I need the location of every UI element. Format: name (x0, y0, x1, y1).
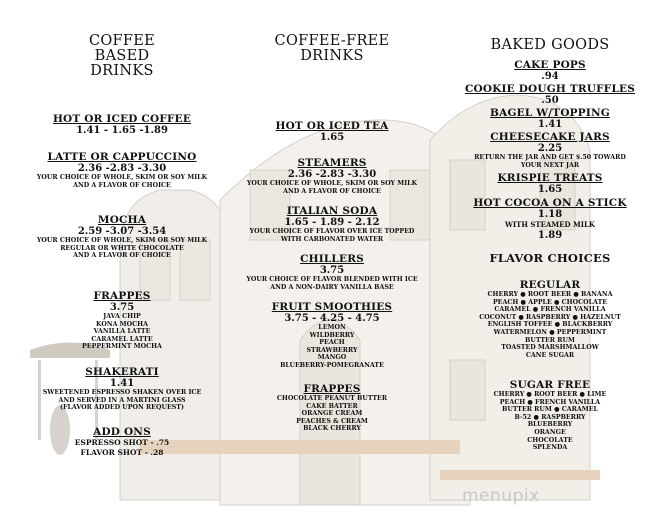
krispie-item (450, 173, 650, 195)
item-title: COOKIE DOUGH TRUFFLES (464, 83, 636, 95)
item-desc: YOUR CHOICE OF WHOLE, SKIM OR SOY MILK (36, 237, 208, 244)
item-title: STEAMERS (297, 157, 367, 169)
item-price: 3.75 - 4.25 - 4.75 (284, 313, 380, 324)
item-price: 2.25 (537, 143, 563, 154)
cake-pops-item (450, 60, 650, 82)
item-title: FRAPPES (93, 290, 151, 302)
list-item: PEPPERMINT MOCHA (82, 343, 162, 351)
item-desc: AND A FLAVOR OF CHOICE (283, 187, 381, 195)
item-price: 1.41 - 1.65 -1.89 (76, 125, 168, 136)
item-title: CHEESECAKE JARS (490, 131, 610, 143)
chillers-item (232, 254, 432, 291)
coffee-heading-line-2: BASED (94, 48, 150, 64)
item-desc: YOUR CHOICE OF WHOLE, SKIM OR SOY MILK (36, 174, 208, 181)
list-item: BLUEBERRY-POMEGRANATE (280, 361, 384, 369)
italian-soda-item (232, 206, 432, 243)
mocha-item (22, 215, 222, 260)
item-desc: YOUR CHOICE OF WHOLE, SKIM OR SOY MILK (246, 180, 418, 187)
item-price: 1.65 (537, 184, 563, 195)
add-ons-item (22, 427, 222, 458)
list-item: COCONUT ● RASPBERRY ● HAZELNUT (479, 313, 621, 321)
regular-flavors (450, 280, 650, 359)
list-item: ORANGE CREAM (301, 410, 363, 418)
frappes-free-item (232, 384, 432, 433)
list-item: MANGO (317, 354, 347, 362)
hot-iced-tea-item (232, 121, 432, 143)
item-desc: REGULAR OR WHITE CHOCOLATE (60, 244, 184, 252)
item-desc: AND SERVED IN A MARTINI GLASS (58, 396, 186, 404)
flavor-choices-heading (450, 253, 650, 264)
item-desc: AND A NON-DAIRY VANILLA BASE (270, 283, 394, 291)
list-item: CAKE BATTER (306, 402, 358, 410)
coffee-free-heading-line-1: COFFEE-FREE (274, 33, 390, 49)
list-item: B-52 ● RASPBERRY (514, 413, 586, 421)
flavor-choices-heading-text: FLAVOR CHOICES (489, 251, 611, 265)
list-item: BUTTER RUM (525, 336, 575, 344)
item-desc: YOUR CHOICE OF FLAVOR OVER ICE TOPPED (249, 228, 415, 235)
item-title: CAKE POPS (514, 59, 586, 71)
list-item: STRAWBERRY (306, 346, 358, 354)
cheesecake-item (450, 132, 650, 169)
sugar-free-heading: SUGAR FREE (509, 379, 591, 391)
item-title: FRAPPES (303, 383, 361, 395)
bagel-item (450, 108, 650, 130)
list-item: CHOCOLATE (527, 436, 573, 444)
item-title: ADD ONS (93, 426, 151, 438)
item-price: 1.18 (537, 209, 563, 220)
list-item: FLAVOR SHOT - .28 (80, 448, 164, 457)
item-price: 3.75 (109, 302, 135, 313)
item-price: 1.65 - 1.89 - 2.12 (284, 217, 380, 228)
list-item: PEACH ● APPLE ● CHOCOLATE (492, 298, 608, 306)
item-desc: YOUR CHOICE OF FLAVOR BLENDED WITH ICE (246, 276, 418, 283)
item-title: BAGEL W/TOPPING (490, 107, 610, 119)
item-desc: AND A FLAVOR OF CHOICE (73, 181, 171, 189)
item-title: ITALIAN SODA (286, 205, 378, 217)
list-item: JAVA CHIP (103, 313, 141, 320)
list-item: ENGLISH TOFFEE ● BLACKBERRY (487, 321, 613, 329)
item-desc: YOUR NEXT JAR (520, 161, 580, 169)
item-desc: WITH STEAMED MILK (504, 220, 596, 229)
item-title: HOT COCOA ON A STICK (473, 197, 627, 209)
sugar-free-flavors (450, 380, 650, 452)
list-item: BUTTER RUM ● CARAMEL (502, 406, 598, 414)
list-item: CANE SUGAR (525, 351, 575, 359)
list-item: WILDBERRY (309, 331, 355, 339)
item-desc: AND A FLAVOR OF CHOICE (73, 252, 171, 260)
coffee-free-heading (232, 34, 432, 64)
latte-item (22, 152, 222, 189)
fruit-smoothies-item (232, 302, 432, 370)
item-desc: RETURN THE JAR AND GET $.50 TOWARD (474, 154, 626, 161)
item-price: 2.59 -3.07 -3.54 (77, 226, 167, 237)
list-item: CHERRY ● ROOT BEER ● LIME (493, 391, 607, 398)
list-item: KONA MOCHA (96, 320, 148, 328)
list-item: CHERRY ● ROOT BEER ● BANANA (487, 291, 613, 298)
menupix-watermark: menupix (462, 486, 540, 506)
item-price: 3.75 (319, 265, 345, 276)
list-item: BLUEBERRY (527, 421, 573, 429)
list-item: LEMON (318, 324, 346, 331)
list-item: BLACK CHERRY (303, 425, 361, 433)
baked-goods-heading: BAKED GOODS (490, 37, 610, 53)
coffee-heading (22, 34, 222, 79)
item-desc: (FLAVOR ADDED UPON REQUEST) (60, 404, 184, 412)
item-price: 1.89 (537, 230, 563, 241)
item-price: .50 (541, 95, 559, 106)
item-price: 1.41 (109, 378, 135, 389)
item-title: CHILLERS (300, 253, 364, 265)
item-title: MOCHA (97, 214, 147, 226)
item-title: HOT OR ICED TEA (275, 120, 389, 132)
list-item: ESPRESSO SHOT - .75 (74, 438, 170, 447)
item-title: FRUIT SMOOTHIES (271, 301, 393, 313)
list-item: SPLENDA (532, 444, 568, 452)
list-item: ORANGE (534, 428, 566, 436)
list-item: CHOCOLATE PEANUT BUTTER (276, 395, 388, 402)
regular-heading: REGULAR (519, 279, 581, 291)
item-price: 1.41 (537, 119, 563, 130)
coffee-heading-line-3: DRINKS (90, 63, 154, 79)
list-item: PEACH (319, 339, 345, 347)
list-item: CARAMEL LATTE (91, 335, 153, 343)
item-title: HOT OR ICED COFFEE (52, 113, 192, 125)
steamers-item (232, 158, 432, 195)
item-desc: SWEETENED ESPRESSO SHAKEN OVER ICE (42, 389, 202, 396)
list-item: PEACH ● FRENCH VANILLA (499, 398, 601, 406)
coffee-heading-line-1: COFFEE (88, 33, 156, 49)
item-price: 2.36 -2.83 -3.30 (287, 169, 377, 180)
cocoa-item (450, 198, 650, 241)
item-title: KRISPIE TREATS (497, 172, 603, 184)
list-item: CARAMEL ● FRENCH VANILLA (494, 306, 606, 314)
item-title: SHAKERATI (85, 366, 159, 378)
list-item: VANILLA LATTE (93, 328, 151, 336)
hot-iced-coffee-item (22, 114, 222, 136)
truffles-item (450, 84, 650, 106)
list-item: WATERMELON ● PEPPERMINT (493, 328, 607, 336)
shakerati-item (22, 367, 222, 412)
list-item: PEACHES & CREAM (296, 417, 368, 425)
item-desc: WITH CARBONATED WATER (280, 235, 384, 243)
item-price: .94 (541, 71, 559, 82)
list-item: TOASTED MARSHMALLOW (501, 344, 599, 352)
item-price: 1.65 (319, 132, 345, 143)
frappes-item (22, 291, 222, 351)
item-price: 2.36 -2.83 -3.30 (77, 163, 167, 174)
item-title: LATTE OR CAPPUCCINO (47, 151, 197, 163)
coffee-free-heading-line-2: DRINKS (300, 48, 364, 64)
